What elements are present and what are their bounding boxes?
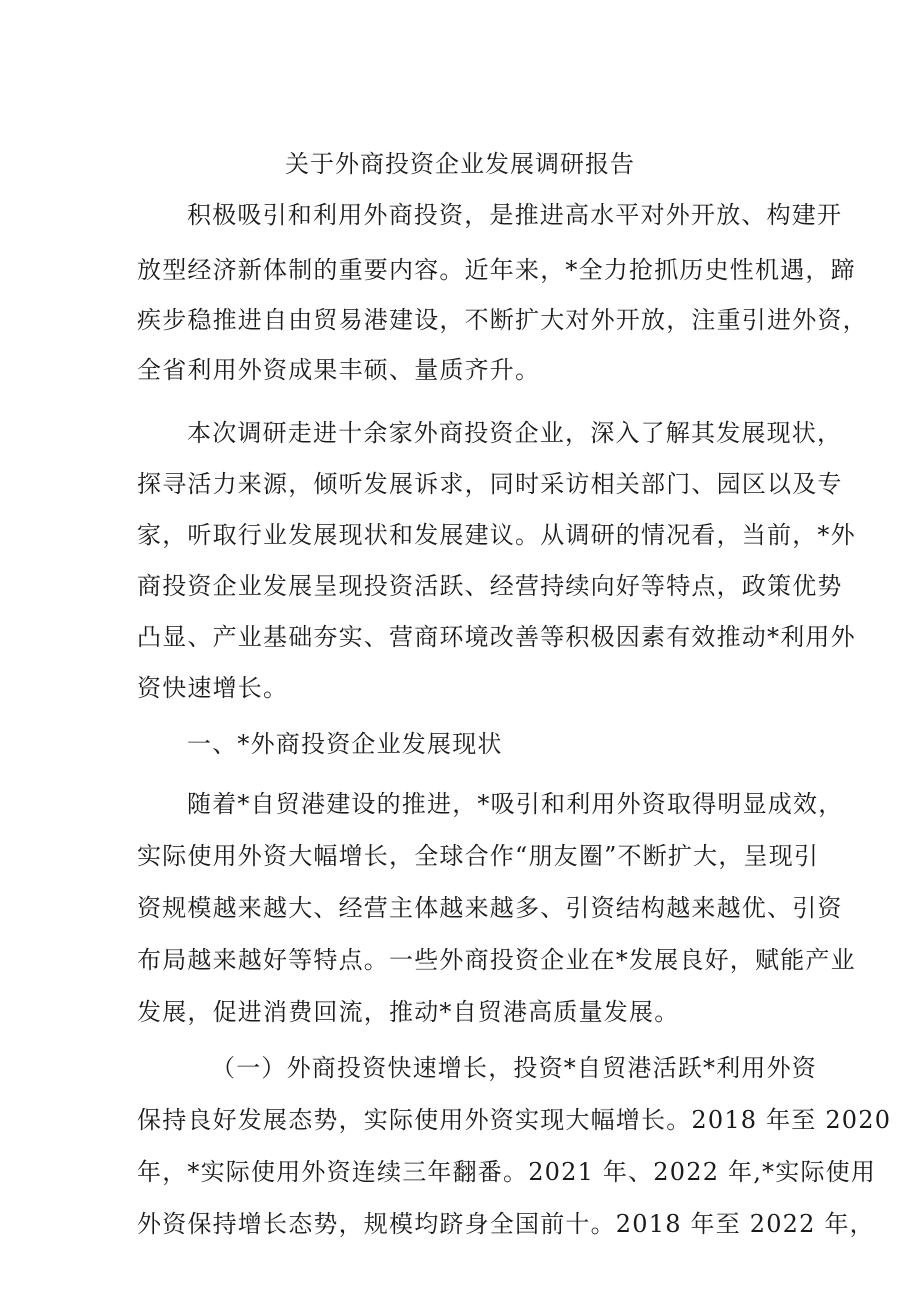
paragraph-line: 商投资企业发展呈现投资活跃、经营持续向好等特点，政策优势 <box>137 572 843 600</box>
paragraph-line: 放型经济新体制的重要内容。近年来，*全力抢抓历史性机遇，蹄 <box>137 256 856 284</box>
paragraph-line: 全省利用外资成果丰硕、量质齐升。 <box>137 356 541 384</box>
paragraph-line: 疾步稳推进自由贸易港建设，不断扩大对外开放，注重引进外资， <box>137 306 868 334</box>
paragraph-line: 资规模越来越大、经营主体越来越多、引资结构越来越优、引资 <box>137 894 843 922</box>
document-title: 关于外商投资企业发展调研报告 <box>285 150 635 178</box>
paragraph-line: 布局越来越好等特点。一些外商投资企业在*发展良好，赋能产业 <box>137 946 856 974</box>
paragraph-line: 探寻活力来源，倾听发展诉求，同时采访相关部门、园区以及专 <box>137 470 843 498</box>
paragraph-line: 积极吸引和利用外商投资，是推进高水平对外开放、构建开 <box>187 201 843 229</box>
subsection-line: （一）外商投资快速增长，投资*自贸港活跃*利用外资 <box>211 1054 817 1082</box>
section-heading: 一、*外商投资企业发展现状 <box>187 730 503 758</box>
paragraph-line: 发展，促进消费回流，推动*自贸港高质量发展。 <box>137 998 680 1026</box>
paragraph-line: 家，听取行业发展现状和发展建议。从调研的情况看，当前，*外 <box>137 521 856 549</box>
paragraph-line: 实际使用外资大幅增长，全球合作“朋友圈”不断扩大，呈现引 <box>137 842 820 870</box>
paragraph-line: 本次调研走进十余家外商投资企业，深入了解其发展现状， <box>187 419 843 447</box>
paragraph-line: 外资保持增长态势，规模均跻身全国前十。2018 年至 2022 年， <box>137 1210 875 1238</box>
paragraph-line: 资快速增长。 <box>137 674 289 702</box>
paragraph-line: 年，*实际使用外资连续三年翻番。2021 年、2022 年,*实际使用 <box>137 1158 877 1186</box>
paragraph-line: 随着*自贸港建设的推进，*吸引和利用外资取得明显成效， <box>187 790 844 818</box>
paragraph-line: 凸显、产业基础夯实、营商环境改善等积极因素有效推动*利用外 <box>137 623 856 651</box>
paragraph-line: 保持良好发展态势，实际使用外资实现大幅增长。2018 年至 2020 <box>137 1106 892 1134</box>
